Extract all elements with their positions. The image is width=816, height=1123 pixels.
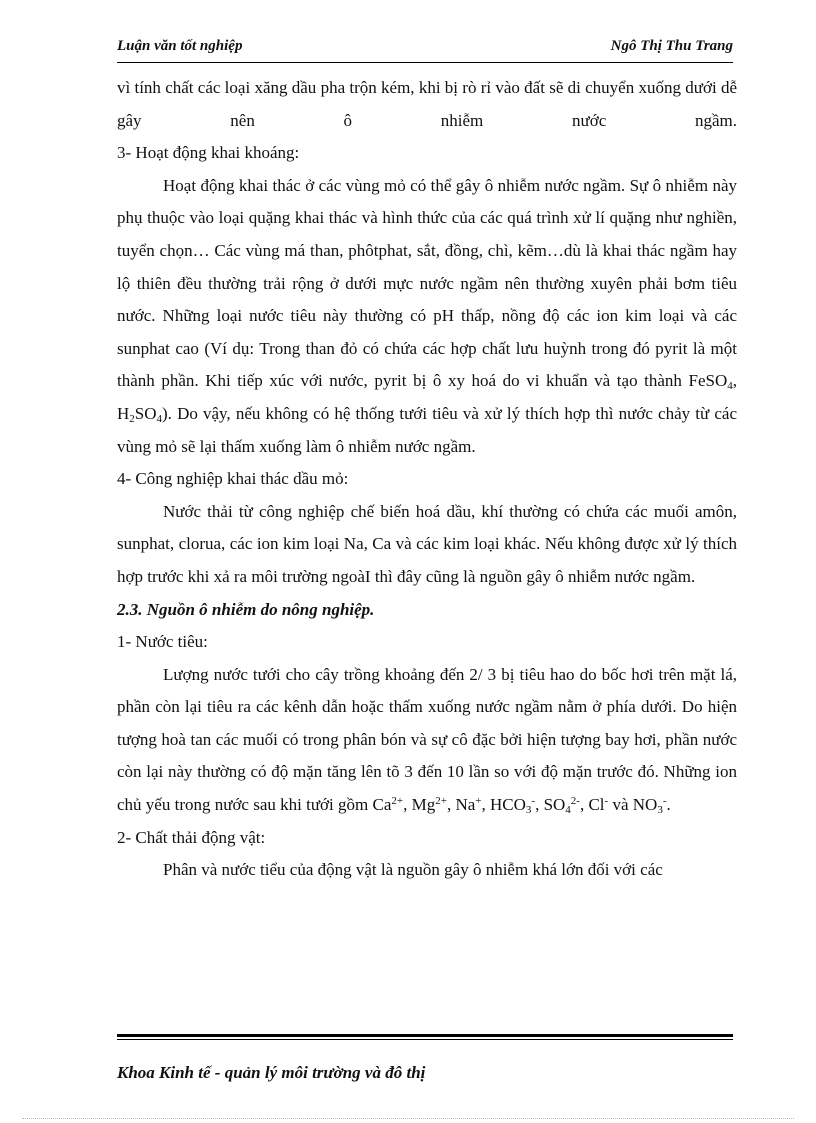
- page-footer: Khoa Kinh tế - quản lý môi trường và đô thị: [117, 1063, 426, 1082]
- subheading: 4- Công nghiệp khai thác dầu mỏ:: [117, 469, 349, 489]
- header-right: Ngô Thị Thu Trang: [610, 38, 733, 54]
- page-header: [117, 38, 733, 62]
- header-left: Luận văn tốt nghiệp: [117, 38, 243, 54]
- subheading: 2- Chất thải động vật:: [117, 827, 266, 847]
- paragraph: Lượng nước tưới cho cây trồng khoảng đến 2/ 3 bị tiêu hao do bốc hơi trên mặt lá, phần còn lại tiêu ra các kênh dẫn hoặc thấm xuống nước ngầm nằm ở phía dưới. Do hiện tượng hoà tan các muối có trong phân bón và sự cô đặc bởi hiện tượng bay hơi, phần nước còn lại này thường có độ mặn tăng lên tõ 3 đến 10 lần so với độ mặn trước đó. Những ion chủ yếu trong nước sau khi tưới gồm $Ca^{2+}$, $Mg^{2+}$, Na+, $HCO_3^-$, $SO_4^{2-}$, Cl- và $NO_3^-$.: [117, 664, 737, 817]
- subheading: 1- Nước tiêu:: [117, 632, 208, 652]
- document-body: [117, 72, 737, 887]
- header-rule: [117, 62, 733, 63]
- page-edge-divider: [22, 1118, 794, 1119]
- footer-rule-thin: [117, 1039, 733, 1040]
- paragraph: Nước thải từ công nghiệp chế biến hoá dầu, khí thường có chứa các muối amôn, sunphat, clorua, các ion kim loại Na, Ca và các kim loại khác. Nếu không được xử lý thích hợp trước khi xả ra môi trường ngoàI thì đây cũng là nguồn gây ô nhiễm nước ngầm.: [117, 501, 737, 586]
- subheading: 3- Hoạt động khai khoáng:: [117, 143, 300, 163]
- paragraph: vì tính chất các loại xăng dầu pha trộn kém, khi bị rò rỉ vào đất sẽ di chuyển xuống dưới dễ gây nên ô nhiễm nước ngầm.: [117, 78, 737, 130]
- paragraph: Phân và nước tiểu của động vật là nguồn gây ô nhiễm khá lớn đối với các: [163, 860, 663, 880]
- footer-rule-thick: [117, 1034, 733, 1037]
- paragraph: Hoạt động khai thác ở các vùng mỏ có thể gây ô nhiễm nước ngầm. Sự ô nhiễm này phụ thuộc vào loại quặng khai thác và hình thức của các quá trình xử lí quặng như nghiền, tuyển chọn… Các vùng má than, phôtphat, sắt, đồng, chì, kẽm…dù là khai thác ngầm hay lộ thiên đều thường trải rộng ở dưới mực nước ngầm nên thường xuyên phải bơm tiêu nước. Những loại nước tiêu này thường có pH thấp, nồng độ các ion kim loại và các sunphat cao (Ví dụ: Trong than đỏ có chứa các hợp chất lưu huỳnh trong đó pyrit là một thành phần. Khi tiếp xúc với nước, pyrit bị ô xy hoá do vi khuẩn và tạo thành FeSO$_4$, $H_2SO_4$). Do vậy, nếu không có hệ thống tưới tiêu và xử lý thích hợp thì nước chảy từ các vùng mỏ sẽ lại thấm xuống làm ô nhiễm nước ngầm.: [117, 175, 737, 456]
- section-heading: 2.3. Nguồn ô nhiễm do nông nghiệp.: [117, 599, 375, 619]
